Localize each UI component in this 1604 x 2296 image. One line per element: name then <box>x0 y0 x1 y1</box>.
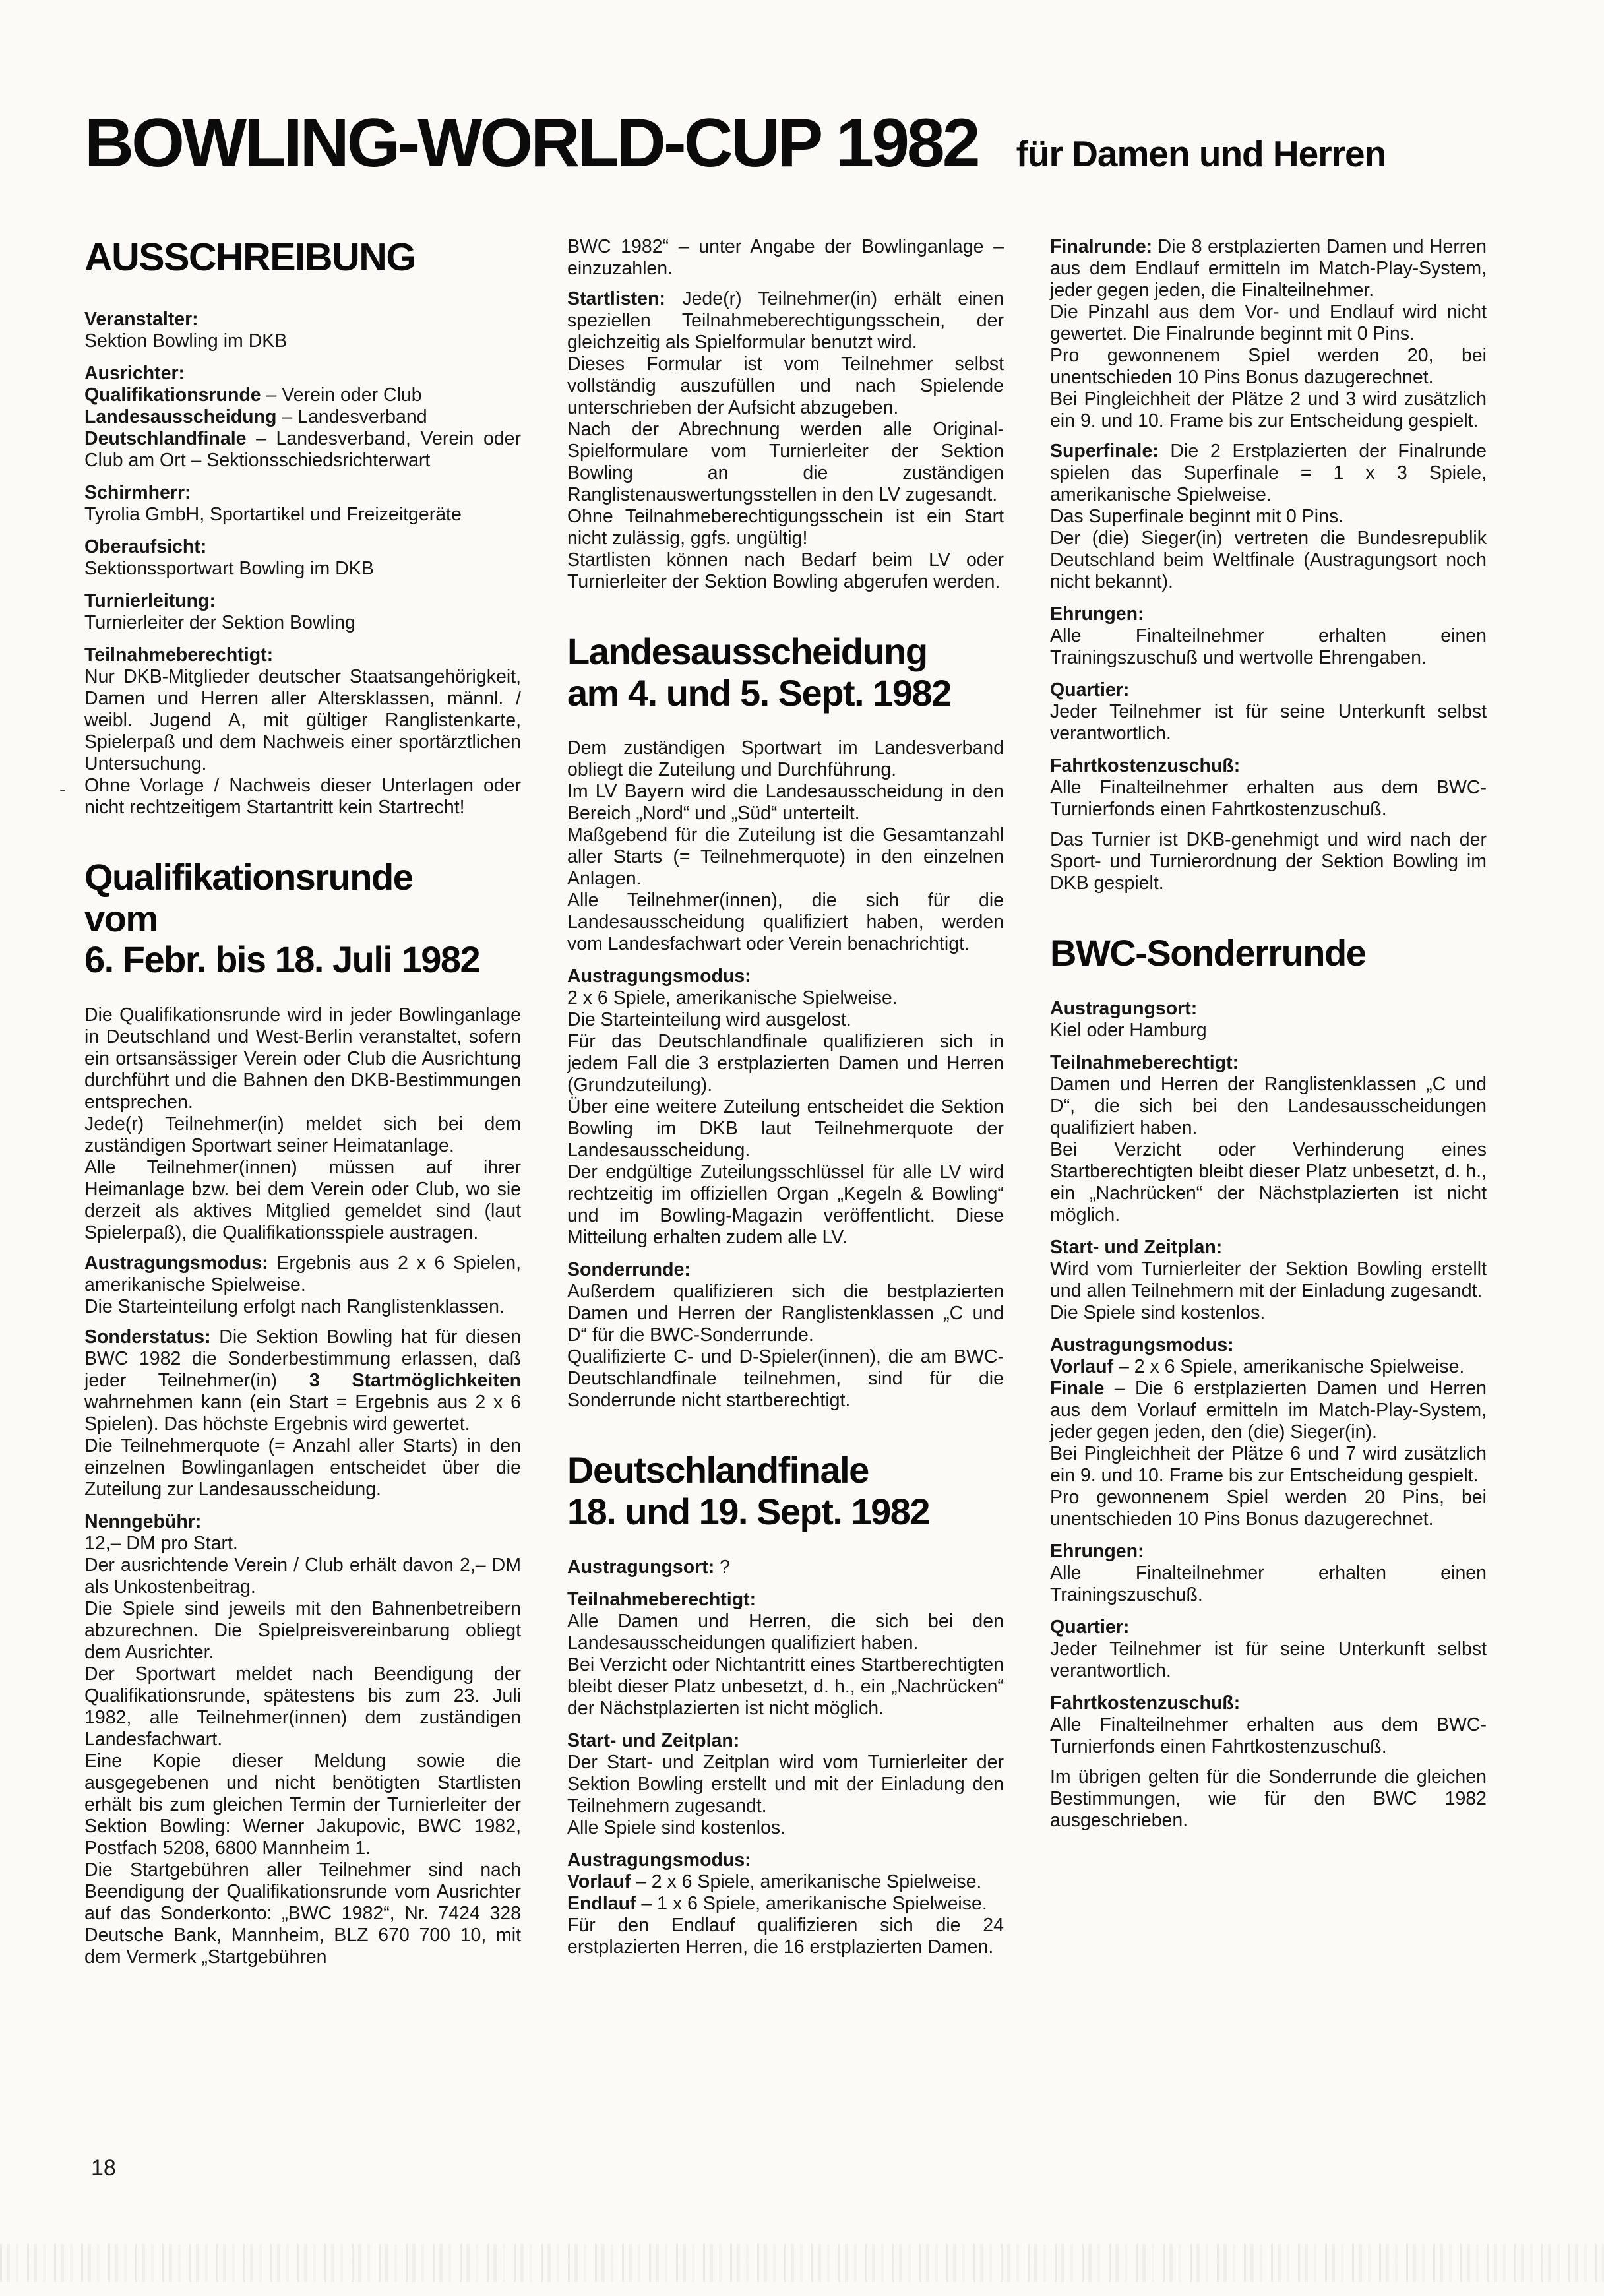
paragraph: Alle Spiele sind kostenlos. <box>567 1816 786 1838</box>
paragraph: Maßgebend für die Zuteilung ist die Gesamtanzahl aller Starts (= Teilnehmerquote) in den einzelnen Anlagen. <box>567 824 1004 890</box>
article-heading: AUSSCHREIBUNG <box>84 235 416 279</box>
paragraph: Wird vom Turnierleiter der Sektion Bowling erstellt und allen Teilnehmern mit der Einladung zugesandt. <box>1050 1258 1487 1301</box>
paragraph: Turnierleiter der Sektion Bowling <box>84 611 355 633</box>
paragraph <box>84 428 521 472</box>
paragraph: Dieses Formular ist vom Teilnehmer selbst vollständig auszufüllen und nach Spielende unterschrieben der Aufsicht abzugeben. <box>567 354 1004 418</box>
text-run: – Die 6 erstplazierten Damen und Herren aus dem Vorlauf ermitteln im Match-Play-System, jeder gegen jeden, den (die) Sieger(in). <box>1050 1377 1487 1443</box>
text-run: wahrnehmen kann (ein Start = Ergebnis aus 2 x 6 Spielen). Das höchste Ergebnis wird gewertet. <box>84 1392 521 1435</box>
field-label: Schirmherr: <box>84 481 191 503</box>
paragraph: Kiel oder Hamburg <box>1050 1019 1207 1041</box>
field-label: Ehrungen: <box>1050 1540 1144 1562</box>
text-run: – Verein oder Club <box>261 384 422 406</box>
section-heading-line: Qualifikationsrunde <box>84 855 413 898</box>
paragraph <box>1050 1378 1487 1443</box>
section-heading <box>567 631 1004 714</box>
bold-run: Startlisten: <box>567 288 665 309</box>
paragraph: Die Spiele sind kostenlos. <box>1050 1301 1266 1323</box>
paragraph: Die Teilnehmerquote (= Anzahl aller Starts) in den einzelnen Bowlinganlagen entscheidet über die Zuteilung zur Landesausscheidung. <box>84 1435 521 1501</box>
scan-artifact-band <box>0 2244 1604 2282</box>
bold-run: Austragungsmodus: <box>84 1253 268 1274</box>
field-label: Austragungsmodus: <box>567 1849 751 1871</box>
paragraph: Startlisten können nach Bedarf beim LV oder Turnierleiter der Sektion Bowling abgerufen werden. <box>567 549 1004 592</box>
section-heading-line: 18. und 19. Sept. 1982 <box>567 1491 930 1533</box>
paragraph: Über eine weitere Zuteilung entscheidet die Sektion Bowling im DKB laut Teilnehmerquote der Landesausscheidung. <box>567 1096 1004 1162</box>
section-heading-line: vom <box>84 897 158 939</box>
field-label: Ehrungen: <box>1050 604 1144 625</box>
bold-run: Landesausscheidung <box>84 406 277 427</box>
paragraph: BWC 1982“ – unter Angabe der Bowlinganlage – einzuzahlen. <box>567 236 1004 279</box>
paragraph: 12,– DM pro Start. <box>84 1533 238 1555</box>
paragraph: Nur DKB-Mitglieder deutscher Staatsangehörigkeit, Damen und Herren aller Altersklassen, männl. / weibl. Jugend A, mit gültiger Ranglistenkarte, Spielerpaß und dem Nachweis einer sportärztlichen Untersuchung. <box>84 666 521 774</box>
paragraph <box>1050 1356 1487 1378</box>
bold-run: 3 Startmöglichkeiten <box>309 1370 522 1392</box>
paragraph: Die Starteinteilung erfolgt nach Ranglistenklassen. <box>84 1296 505 1318</box>
paragraph: Im übrigen gelten für die Sonderrunde die gleichen Bestimmungen, wie für den BWC 1982 ausgeschrieben. <box>1050 1766 1487 1831</box>
bold-run: Sonderstatus: <box>84 1326 211 1348</box>
paragraph: Jede(r) Teilnehmer(in) meldet sich bei dem zuständigen Sportwart seiner Heimatanlage. <box>84 1113 521 1157</box>
page-subtitle: für Damen und Herren <box>1016 133 1386 174</box>
field-label: Nenngebühr: <box>84 1511 202 1533</box>
bold-run: Endlauf <box>567 1892 636 1914</box>
paragraph: Eine Kopie dieser Meldung sowie die ausgegebenen und nicht benötigten Startlisten erhält bis zum gleichen Termin der Turnierleiter der Sektion Bowling: Werner Jakupovic, BWC 1982, Postfach 5208, 6800 Mannheim 1. <box>84 1751 521 1859</box>
paragraph: Ohne Vorlage / Nachweis dieser Unterlagen oder nicht rechtzeitigem Startantritt kein Startrecht! <box>84 774 521 818</box>
paragraph: 2 x 6 Spiele, amerikanische Spielweise. <box>567 987 898 1009</box>
paragraph: Das Superfinale beginnt mit 0 Pins. <box>1050 506 1344 527</box>
paragraph <box>1050 236 1487 301</box>
field-label: Austragungsort: <box>1050 997 1198 1019</box>
section-heading <box>1050 933 1487 974</box>
page-header <box>84 104 1505 183</box>
bold-run: Finale <box>1050 1377 1105 1399</box>
field-label: Teilnahmeberechtigt: <box>84 644 274 666</box>
text-run: Jede(r) Teilnehmer(in) erhält einen speziellen Teilnahmeberechtigungsschein, der gleichzeitig als Spielformular benutzt wird. <box>567 288 1004 353</box>
paragraph <box>84 1326 521 1435</box>
text-run: Die 8 erstplazierten Damen und Herren aus dem Endlauf ermitteln im Match-Play-System, jeder gegen jeden, die Finalteilnehmer. <box>1050 236 1487 301</box>
paragraph: Nach der Abrechnung werden alle Original-Spielformulare vom Turnierleiter der Sektion Bowling an die zuständigen Ranglistenauswertungsstellen in den LV zugesandt. <box>567 419 1004 505</box>
paragraph: Alle Finalteilnehmer erhalten einen Trainingszuschuß. <box>1050 1562 1487 1605</box>
bold-run: Qualifikationsrunde <box>84 384 261 406</box>
paragraph <box>84 1253 521 1296</box>
scan-artifact-dash: - <box>59 778 66 800</box>
paragraph <box>1050 441 1487 506</box>
paragraph: Sektion Bowling im DKB <box>84 330 288 352</box>
field-label: Start- und Zeitplan: <box>1050 1236 1223 1258</box>
paragraph <box>567 1557 1004 1578</box>
bold-run: Vorlauf <box>567 1871 631 1892</box>
field-label: Fahrtkostenzuschuß: <box>1050 755 1241 776</box>
text-run: Die Sektion Bowling hat für diesen BWC 1982 die Sonderbestimmung erlassen, daß jeder Teilnehmer(in) <box>84 1326 521 1392</box>
field-label: Turnierleitung: <box>84 590 216 611</box>
section-heading-line: am 4. und 5. Sept. 1982 <box>567 671 951 714</box>
page-number: 18 <box>91 2156 116 2181</box>
text-run: Ergebnis aus 2 x 6 Spielen, amerikanische Spielweise. <box>84 1253 521 1296</box>
field-label: Fahrtkostenzuschuß: <box>1050 1692 1241 1714</box>
paragraph: Damen und Herren der Ranglistenklassen „C und D“, die sich bei den Landesausscheidungen qualifiziert haben. <box>1050 1073 1487 1138</box>
paragraph: Alle Finalteilnehmer erhalten aus dem BWC-Turnierfonds einen Fahrtkostenzuschuß. <box>1050 777 1487 820</box>
text-column-2 <box>567 236 1004 1968</box>
field-label: Quartier: <box>1050 1616 1130 1638</box>
paragraph: Dem zuständigen Sportwart im Landesverband obliegt die Zuteilung und Durchführung. <box>567 737 1004 781</box>
paragraph: Bei Pingleichheit der Plätze 2 und 3 wird zusätzlich ein 9. und 10. Frame bis zur Entscheidung gespielt. <box>1050 388 1487 431</box>
bold-run: Superfinale: <box>1050 441 1159 462</box>
paragraph: Alle Teilnehmer(innen), die sich für die Landesausscheidung qualifiziert haben, werden vom Landesfachwart oder Verein benachrichtigt. <box>567 890 1004 955</box>
paragraph: Die Startgebühren aller Teilnehmer sind nach Beendigung der Qualifikationsrunde vom Ausrichter auf das Sonderkonto: „BWC 1982“, Nr. 7424 328 Deutsche Bank, Mannheim, BLZ 670 700 10, mit dem Vermerk „Startgebühren <box>84 1859 521 1968</box>
paragraph: Tyrolia GmbH, Sportartikel und Freizeitgeräte <box>84 503 462 525</box>
section-heading-line: Deutschlandfinale <box>567 1449 869 1491</box>
page-title: BOWLING-WORLD-CUP 1982 <box>84 105 978 181</box>
field-label: Austragungsmodus: <box>567 966 751 987</box>
text-column-3 <box>1050 236 1487 1968</box>
paragraph: Qualifizierte C- und D-Spieler(innen), die am BWC-Deutschlandfinale teilnehmen, sind für die Sonderrunde nicht startberechtigt. <box>567 1346 1004 1412</box>
field-label: Oberaufsicht: <box>84 536 207 557</box>
paragraph: Die Spiele sind jeweils mit den Bahnenbetreibern abzurechnen. Die Spielpreisvereinbarung obliegt dem Ausrichter. <box>84 1598 521 1663</box>
paragraph: Der (die) Sieger(in) vertreten die Bundesrepublik Deutschland beim Weltfinale (Austragungsort noch nicht bekannt). <box>1050 528 1487 592</box>
paragraph: Die Qualifikationsrunde wird in jeder Bowlinganlage in Deutschland und West-Berlin veranstaltet, sofern ein ortsansässiger Verein oder Club die Ausrichtung durchführt und die Bahnen den DKB-Bestimmungen entsprechen. <box>84 1005 521 1113</box>
paragraph: Alle Finalteilnehmer erhalten aus dem BWC-Turnierfonds einen Fahrtkostenzuschuß. <box>1050 1714 1487 1757</box>
paragraph: Bei Verzicht oder Nichtantritt eines Startberechtigten bleibt dieser Platz unbesetzt, d. h., ein „Nachrücken“ der Nächstplazierten ist nicht möglich. <box>567 1654 1004 1719</box>
text-run: – 2 x 6 Spiele, amerikanische Spielweise. <box>1113 1355 1465 1377</box>
text-run: – Landesverband, Verein oder Club am Ort – Sektionsschiedsrichterwart <box>84 427 521 471</box>
section-heading-line: 6. Febr. bis 18. Juli 1982 <box>84 939 480 981</box>
paragraph: Für das Deutschlandfinale qualifizieren sich in jedem Fall die 3 erstplazierten Damen und Herren (Grundzuteilung). <box>567 1031 1004 1096</box>
paragraph: Der Sportwart meldet nach Beendigung der Qualifikationsrunde, spätestens bis zum 23. Juli 1982, alle Teilnehmer(innen) dem zuständigen Landesfachwart. <box>84 1663 521 1751</box>
paragraph: Die Starteinteilung wird ausgelost. <box>567 1009 851 1031</box>
paragraph: Im LV Bayern wird die Landesausscheidung in den Bereich „Nord“ und „Süd“ unterteilt. <box>567 781 1004 824</box>
field-label: Ausrichter: <box>84 362 185 384</box>
paragraph <box>567 1871 1004 1893</box>
field-label: Austragungsmodus: <box>1050 1334 1234 1355</box>
paragraph: Alle Finalteilnehmer erhalten einen Trainingszuschuß und wertvolle Ehrengaben. <box>1050 625 1487 668</box>
bold-run: Deutschlandfinale <box>84 427 247 449</box>
field-label: Teilnahmeberechtigt: <box>567 1588 756 1610</box>
paragraph: Das Turnier ist DKB-genehmigt und wird nach der Sport- und Turnierordnung der Sektion Bowling im DKB gespielt. <box>1050 829 1487 894</box>
bold-run: Austragungsort: <box>567 1556 715 1578</box>
bold-run: Finalrunde: <box>1050 236 1153 257</box>
paragraph: Die Pinzahl aus dem Vor- und Endlauf wird nicht gewertet. Die Finalrunde beginnt mit 0 Pins. <box>1050 301 1487 344</box>
article-columns <box>84 236 1487 1968</box>
paragraph: Pro gewonnenem Spiel werden 20 Pins, bei unentschieden 10 Pins Bonus dazugerechnet. <box>1050 1486 1487 1530</box>
text-run: – Landesverband <box>276 406 427 427</box>
paragraph <box>84 406 521 428</box>
paragraph: Jeder Teilnehmer ist für seine Unterkunft selbst verantwortlich. <box>1050 701 1487 744</box>
paragraph: Für den Endlauf qualifizieren sich die 24 erstplazierten Herren, die 16 erstplazierten Damen. <box>567 1914 1004 1958</box>
section-heading-line: BWC-Sonderrunde <box>1050 932 1366 974</box>
paragraph: Sektionssportwart Bowling im DKB <box>84 557 374 579</box>
paragraph: Der ausrichtende Verein / Club erhält davon 2,– DM als Unkostenbeitrag. <box>84 1555 521 1598</box>
paragraph: Alle Teilnehmer(innen) müssen auf ihrer Heimanlage bzw. bei dem Verein oder Club, wo sie derzeit als aktives Mitglied gemeldet sind (laut Spielerpaß), die Qualifikationsspiele austragen. <box>84 1157 521 1244</box>
field-label: Veranstalter: <box>84 308 199 330</box>
text-column-1 <box>84 236 521 1968</box>
paragraph: Bei Pingleichheit der Plätze 6 und 7 wird zusätzlich ein 9. und 10. Frame bis zur Entscheidung gespielt. <box>1050 1443 1487 1486</box>
field-label: Sonderrunde: <box>567 1259 691 1281</box>
paragraph: Pro gewonnenem Spiel werden 20, bei unentschieden 10 Pins Bonus dazugerechnet. <box>1050 345 1487 388</box>
text-run: ? <box>714 1556 731 1578</box>
text-run: – 2 x 6 Spiele, amerikanische Spielweise. <box>631 1871 982 1892</box>
text-run: – 1 x 6 Spiele, amerikanische Spielweise. <box>636 1892 987 1914</box>
paragraph: Außerdem qualifizieren sich die bestplazierten Damen und Herren der Ranglistenklassen „C und D“ für die BWC-Sonderrunde. <box>567 1281 1004 1346</box>
section-heading <box>567 1450 1004 1532</box>
section-heading <box>84 857 521 981</box>
paragraph <box>567 288 1004 354</box>
bold-run: Vorlauf <box>1050 1355 1114 1377</box>
paragraph: Ohne Teilnahmeberechtigungsschein ist ein Start nicht zulässig, ggfs. ungültig! <box>567 506 1004 549</box>
paragraph: Der Start- und Zeitplan wird vom Turnierleiter der Sektion Bowling erstellt und mit der Einladung den Teilnehmern zugesandt. <box>567 1751 1004 1816</box>
paragraph: Jeder Teilnehmer ist für seine Unterkunft selbst verantwortlich. <box>1050 1638 1487 1681</box>
section-heading-line: Landesausscheidung <box>567 631 927 672</box>
paragraph <box>84 385 521 406</box>
field-label: Start- und Zeitplan: <box>567 1729 740 1751</box>
paragraph: Alle Damen und Herren, die sich bei den Landesausscheidungen qualifiziert haben. <box>567 1610 1004 1654</box>
field-label: Quartier: <box>1050 679 1130 700</box>
paragraph <box>567 1893 1004 1915</box>
text-run: Die 2 Erstplazierten der Finalrunde spielen das Superfinale = 1 x 3 Spiele, amerikanische Spielweise. <box>1050 441 1487 505</box>
paragraph: Bei Verzicht oder Verhinderung eines Startberechtigten bleibt dieser Platz unbesetzt, d. h., ein „Nachrücken“ der Nächstplazierten ist nicht möglich. <box>1050 1138 1487 1226</box>
field-label: Teilnahmeberechtigt: <box>1050 1051 1239 1073</box>
paragraph: Der endgültige Zuteilungsschlüssel für alle LV wird rechtzeitig im offiziellen Organ „Kegeln & Bowling“ und im Bowling-Magazin veröffentlicht. Diese Mitteilung erhalten zudem alle LV. <box>567 1162 1004 1249</box>
